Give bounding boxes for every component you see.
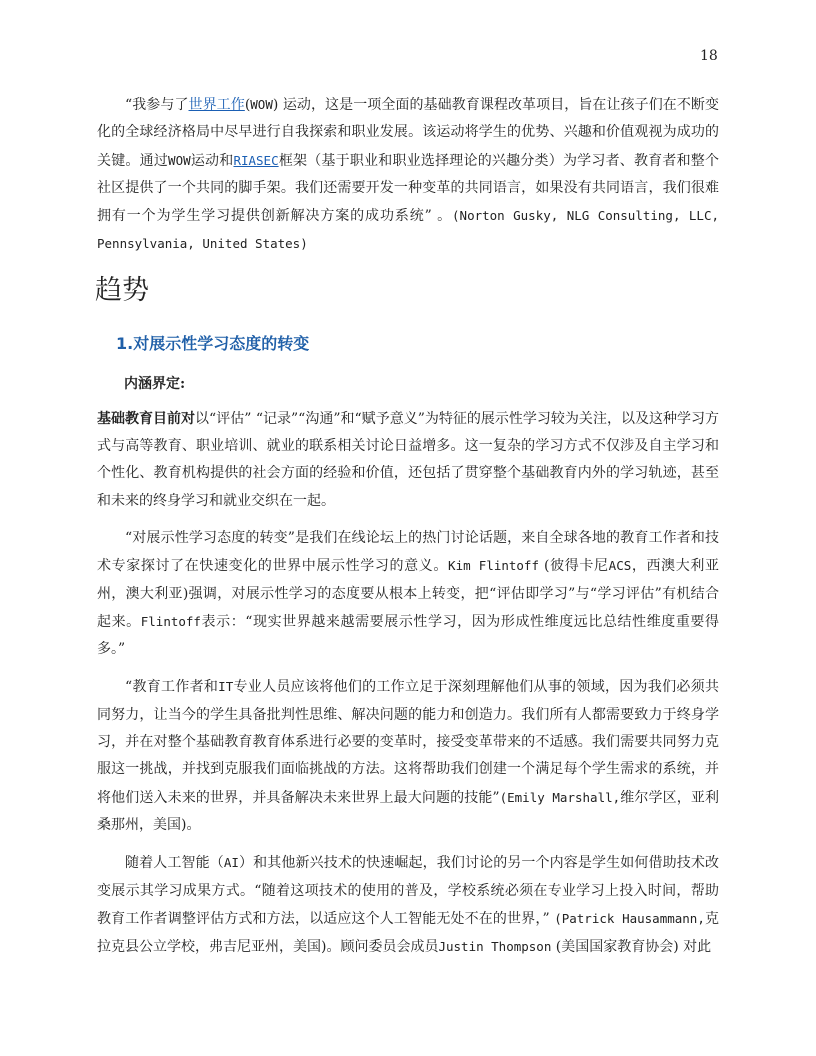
educator-quote-paragraph xyxy=(97,673,719,839)
quote-attribution: (Norton Gusky, NLG Consulting, LLC, Pennsylvania, United States) xyxy=(97,208,719,252)
quote-text: WOW xyxy=(250,97,273,112)
abbrev: IT xyxy=(218,679,234,695)
quote-text: 运动和 xyxy=(190,152,234,169)
page-content xyxy=(97,91,719,961)
paragraph-text: “教育工作者和 xyxy=(125,679,219,696)
paragraph-text: 以“评估” “记录”“沟通”和“赋予意义”为特征的展示性学习较为关注，以及这种学习方式与高等教育、职业培训、就业的联系相关讨论日益增多。这一复杂的学习方式不仅涉及自主学习和个性化、教育机构提供的社会方面的经验和价值，还包括了贯穿整个基础教育内外的学习轨迹，甚至和未来的终身学习和就业交织在一起。 xyxy=(97,410,719,509)
person-name: (Patrick Hausammann, xyxy=(554,910,705,926)
riasec-link[interactable]: RIASEC xyxy=(233,152,279,168)
paragraph-text: “对展示性学习态度的转变”是我们在线论坛上的热门讨论话题，来自全球各地的教育工作者和技术专家探讨了在快速变化的世界中展示性学习的意义。 xyxy=(97,529,719,575)
paragraph-text: ）和其他新兴技术的快速崛起，我们讨论的另一个内容是学生如何借助技术改变展示其学习成果方式。“随着这项技术的使用的普及，学校系统必须在专业学习上投入时间，帮助教育工作者调整评估方式和方法，以适应这个人工智能无处不在的世界，” xyxy=(97,855,719,927)
quote-text: ( xyxy=(244,97,251,113)
world-of-work-link[interactable]: 世界工作 xyxy=(188,97,245,113)
definition-paragraph xyxy=(97,406,719,515)
org-name: ACS xyxy=(608,558,632,574)
paragraph-text: 专业人员应该将他们的工作立足于深刻理解他们从事的领域，因为我们必须共同努力，让当今的学生具备批判性思维、解决问题的能力和创造力。我们所有人都需要致力于终身学习，并在对整个基础教育教育体系进行必要的变革时，接受变革带来的不适感。我们需要共同努力克服这一挑战，并找到克服我们面临挑战的方法。这将帮助我们创建一个满足每个学生需求的系统，并将他们送入未来的世界，并具备解决未来世界上最大问题的技能” xyxy=(97,679,719,806)
person-name: (Emily Marshall, xyxy=(499,789,621,805)
person-name: Kim Flintoff xyxy=(448,558,539,574)
quote-text: ) 运动，这是一项全面的基础教育课程改革项目，旨在让孩子们在不断变化的全球经济格局中尽早进行自我探索和职业发展。该运动将学生的优势、兴趣和价值观视为成功的关键。通过 xyxy=(97,97,719,169)
paragraph-text: 随着人工智能（ xyxy=(125,855,224,872)
subsection-title: 1.对展示性学习态度的转变 xyxy=(116,333,310,353)
ai-paragraph xyxy=(97,849,719,961)
paragraph-text: 维尔学区，亚利桑那州，美国)。 xyxy=(97,789,720,833)
section-title: 趋势 xyxy=(95,274,149,306)
page-number: 18 xyxy=(700,48,718,64)
paragraph-text: (美国国家教育协会) 对此 xyxy=(551,939,712,956)
person-name: Justin Thompson xyxy=(438,939,552,955)
quote-text: 框架（基于职业和职业选择理论的兴趣分类）为学习者、教育者和整个社区提供了一个共同的脚手架。我们还需要开发一种变革的共同语言，如果没有共同语言，我们很难拥有一个为学生学习提供创新解决方案的成功系统” 。 xyxy=(97,152,720,225)
term-label: 内涵界定: xyxy=(124,375,186,392)
quote-text: “我参与了 xyxy=(125,97,189,113)
quote-text: WOW xyxy=(168,152,191,168)
paragraph-text: 克拉克县公立学校，弗吉尼亚州，美国)。顾问委员会成员 xyxy=(97,910,719,956)
bold-lead: 基础教育目前对 xyxy=(97,410,196,427)
paragraph-text: (彼得卡尼 xyxy=(538,558,609,575)
person-name: Flintoff xyxy=(140,613,201,629)
forum-paragraph xyxy=(97,525,719,663)
paragraph-text: ，西澳大利亚州，澳大利亚)强调，对展示性学习的态度要从根本上转变，把“评估即学习”与“学习评估”有机结合起来。 xyxy=(97,558,720,630)
quote-paragraph xyxy=(97,91,719,259)
abbrev: AI xyxy=(223,855,239,871)
paragraph-text: 表示：“现实世界越来越需要展示性学习，因为形成性维度远比总结性维度重要得多。” xyxy=(97,613,720,658)
